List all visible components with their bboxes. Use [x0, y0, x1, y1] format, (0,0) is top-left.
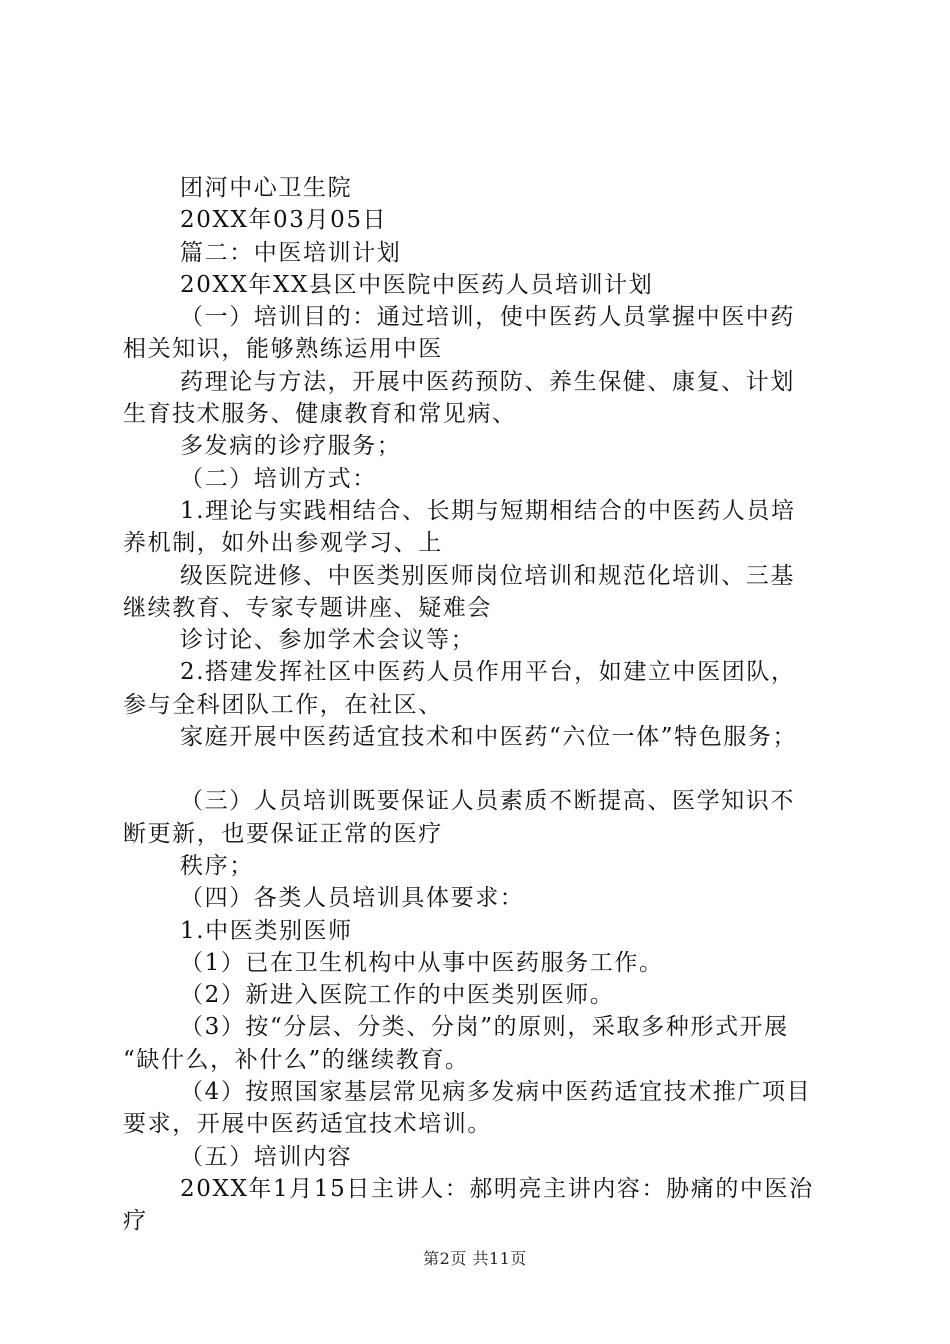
- text-line: （四）各类人员培训具体要求：: [180, 885, 525, 912]
- text-line: 断更新，也要保证正常的医疗: [123, 820, 443, 847]
- text-line: 级医院进修、中医类别医师岗位培训和规范化培训、三基: [180, 562, 795, 589]
- text-line: 参与全科团队工作，在社区、: [123, 691, 443, 718]
- text-line: （2）新进入医院工作的中医类别医师。: [180, 982, 615, 1009]
- text-line: 秩序；: [180, 852, 254, 879]
- text-line: 相关知识，能够熟练运用中医: [123, 336, 443, 363]
- text-line: （五）培训内容: [180, 1143, 353, 1170]
- text-line: （二）培训方式：: [180, 465, 377, 492]
- blank-line: [123, 753, 843, 785]
- text-line: 诊讨论、参加学术会议等；: [180, 627, 476, 654]
- text-line: 1.中医类别医师: [180, 917, 353, 944]
- text-line: （4）按照国家基层常见病多发病中医药适宜技术推广项目: [180, 1079, 812, 1106]
- document-body: [123, 172, 843, 1238]
- text-line: （一）培训目的：通过培训，使中医药人员掌握中医中药: [180, 304, 795, 331]
- text-line: 继续教育、专家专题讲座、疑难会: [123, 594, 492, 621]
- text-line: （3）按“分层、分类、分岗”的原则，采取多种形式开展: [180, 1014, 789, 1041]
- text-line: 家庭开展中医药适宜技术和中医药“六位一体”特色服务；: [180, 724, 798, 751]
- text-line: 疗: [123, 1208, 148, 1235]
- text-line: 20XX年XX县区中医院中医药人员培训计划: [180, 271, 654, 298]
- text-line: 20XX年03月05日: [180, 207, 388, 234]
- text-line: 篇二：中医培训计划: [180, 239, 402, 266]
- text-line: 要求，开展中医药适宜技术培训。: [123, 1111, 492, 1138]
- text-line: （三）人员培训既要保证人员素质不断提高、医学知识不: [180, 788, 795, 815]
- text-line: 养机制，如外出参观学习、上: [123, 530, 443, 557]
- text-line: 2.搭建发挥社区中医药人员作用平台，如建立中医团队，: [180, 659, 796, 686]
- text-line: （1）已在卫生机构中从事中医药服务工作。: [180, 949, 664, 976]
- text-line: 药理论与方法，开展中医药预防、养生保健、康复、计划: [180, 368, 795, 395]
- text-line: 生育技术服务、健康教育和常见病、: [123, 401, 517, 428]
- text-line: 1.理论与实践相结合、长期与短期相结合的中医药人员培: [180, 497, 796, 524]
- page-number-footer: 第2页 共11页: [423, 1249, 527, 1268]
- text-line: 多发病的诊疗服务；: [180, 433, 402, 460]
- text-line: “缺什么，补什么”的继续教育。: [123, 1046, 470, 1073]
- text-line: 团河中心卫生院: [180, 175, 353, 201]
- text-line: 20XX年1月15日主讲人：郝明亮主讲内容：胁痛的中医治: [180, 1175, 814, 1202]
